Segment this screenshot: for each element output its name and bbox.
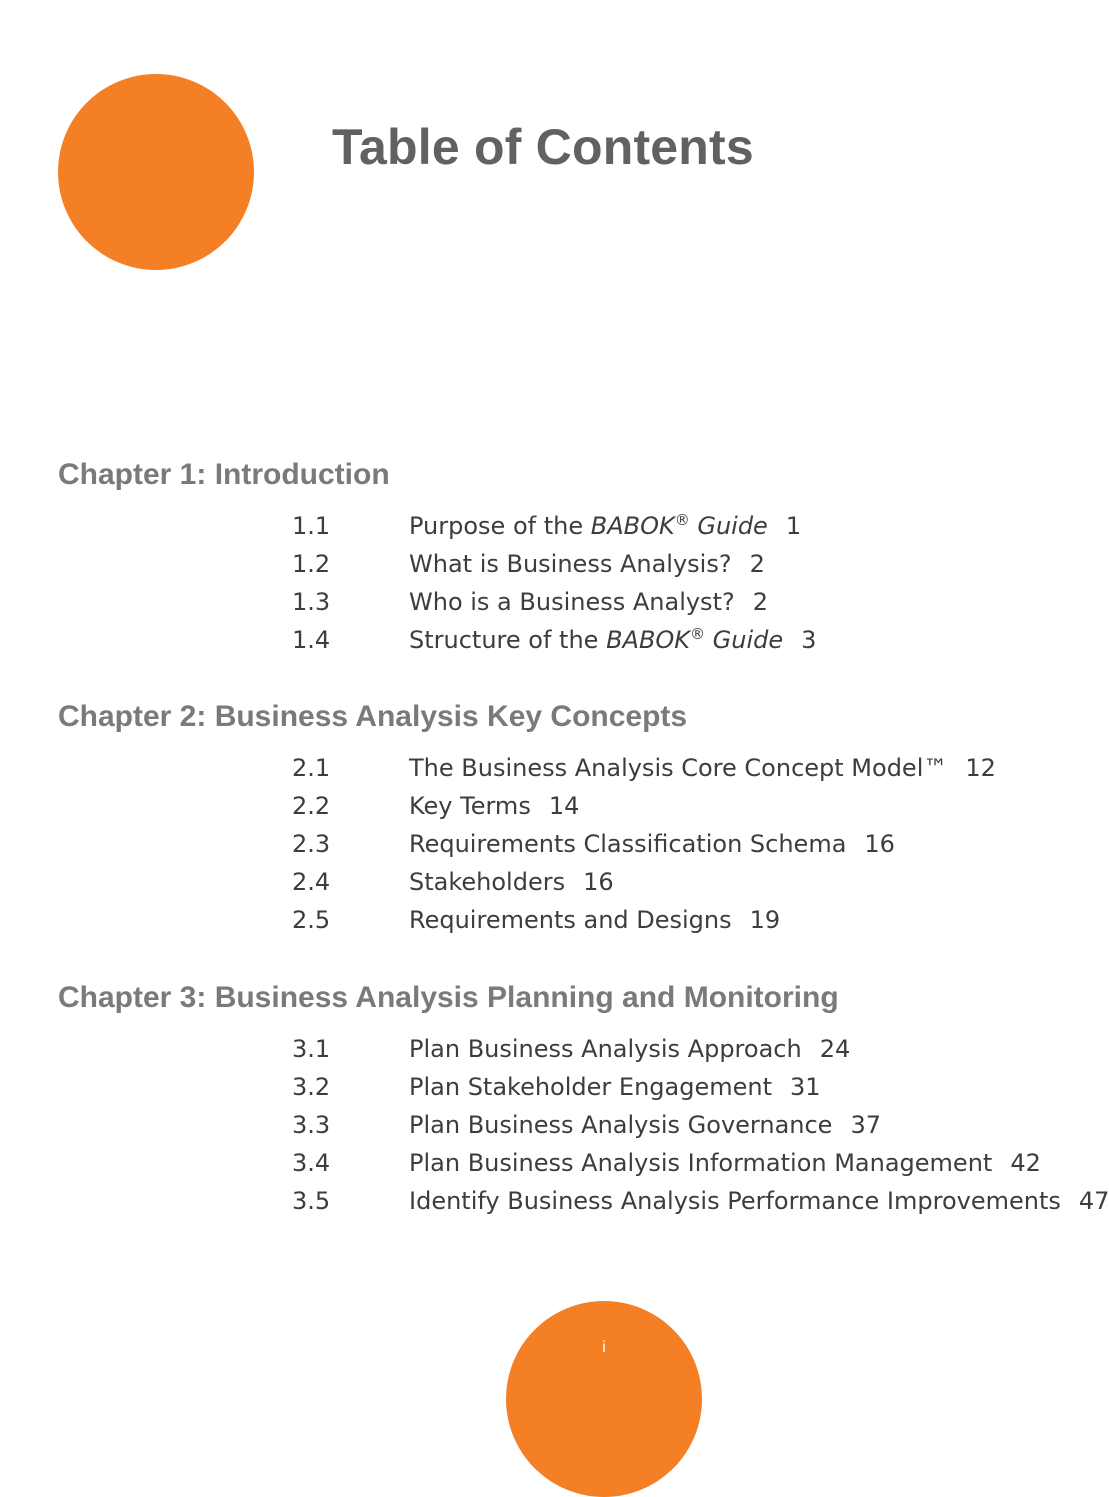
section-title: Requirements Classification Schema 16 <box>409 830 895 858</box>
page-ref: 1 <box>785 512 802 540</box>
toc-entry-2-3[interactable] <box>58 825 1068 863</box>
section-number: 2.2 <box>292 792 331 820</box>
toc-entry-3-2[interactable] <box>58 1068 1068 1106</box>
toc-entry-3-4[interactable] <box>58 1144 1068 1182</box>
section-number: 1.1 <box>292 512 331 540</box>
page-title: Table of Contents <box>332 119 754 175</box>
page-ref: 31 <box>790 1073 821 1101</box>
section-number: 3.4 <box>292 1149 331 1177</box>
toc-entry-3-3[interactable] <box>58 1106 1068 1144</box>
page-ref: 16 <box>864 830 895 858</box>
section-number: 2.1 <box>292 754 331 782</box>
page-ref: 19 <box>749 906 781 934</box>
section-title: The Business Analysis Core Concept Model™ 12 <box>409 754 996 782</box>
section-number: 3.5 <box>292 1187 331 1215</box>
section-number: 3.3 <box>292 1111 331 1139</box>
toc-entry-3-1[interactable] <box>58 1030 1068 1068</box>
section-number: 2.5 <box>292 906 331 934</box>
section-number: 1.3 <box>292 588 331 616</box>
page-ref: 2 <box>749 550 765 578</box>
page-ref: 2 <box>752 588 768 616</box>
section-title: Purpose of the BABOK® Guide 1 <box>409 511 802 540</box>
toc-entry-1-2[interactable] <box>58 545 1068 583</box>
section-title: Who is a Business Analyst? 2 <box>409 588 768 616</box>
toc-entry-3-5[interactable] <box>58 1182 1109 1220</box>
section-title: What is Business Analysis? 2 <box>409 550 765 578</box>
section-title: Plan Business Analysis Information Management 42 <box>409 1149 1041 1177</box>
chapter-3-section <box>58 978 1109 1220</box>
section-title: Stakeholders 16 <box>409 868 614 896</box>
toc-entry-1-3[interactable] <box>58 583 1068 621</box>
page-ref: 24 <box>819 1035 851 1063</box>
decorative-orange-circle <box>58 74 254 270</box>
section-title: Plan Business Analysis Approach 24 <box>409 1035 851 1063</box>
page-number-badge <box>506 1301 702 1497</box>
chapter-heading: Chapter 2: Business Analysis Key Concepts <box>58 700 688 733</box>
section-title: Identify Business Analysis Performance Improvements 47 <box>409 1187 1109 1215</box>
section-title: Plan Stakeholder Engagement 31 <box>409 1073 821 1101</box>
section-number: 1.4 <box>292 626 331 654</box>
page-ref: 3 <box>801 626 817 654</box>
chapter-heading: Chapter 1: Introduction <box>58 458 390 491</box>
section-title: Plan Business Analysis Governance 37 <box>409 1111 881 1139</box>
chapter-2-section <box>58 697 1068 939</box>
section-title: Key Terms 14 <box>409 792 580 820</box>
section-number: 1.2 <box>292 550 331 578</box>
section-number: 3.1 <box>292 1035 331 1063</box>
section-number: 2.3 <box>292 830 331 858</box>
toc-entry-2-5[interactable] <box>58 901 1068 939</box>
page-ref: 12 <box>965 754 996 782</box>
toc-entry-1-4[interactable] <box>58 621 1068 659</box>
page-ref: 37 <box>850 1111 881 1139</box>
section-number: 3.2 <box>292 1073 331 1101</box>
section-number: 2.4 <box>292 868 331 896</box>
chapter-1-section <box>58 455 1068 659</box>
page-ref: 47 <box>1078 1187 1109 1215</box>
page-ref: 42 <box>1010 1149 1041 1177</box>
section-title: Requirements and Designs 19 <box>409 906 781 934</box>
toc-entry-2-4[interactable] <box>58 863 1068 901</box>
page-ref: 14 <box>548 792 580 820</box>
toc-entry-2-1[interactable] <box>58 749 1068 787</box>
toc-entry-1-1[interactable] <box>58 507 1068 545</box>
chapter-heading: Chapter 3: Business Analysis Planning and Monitoring <box>58 981 839 1014</box>
section-title: Structure of the BABOK® Guide 3 <box>409 625 817 654</box>
page-number: i <box>602 1339 606 1356</box>
page-ref: 16 <box>583 868 614 896</box>
toc-entry-2-2[interactable] <box>58 787 1068 825</box>
